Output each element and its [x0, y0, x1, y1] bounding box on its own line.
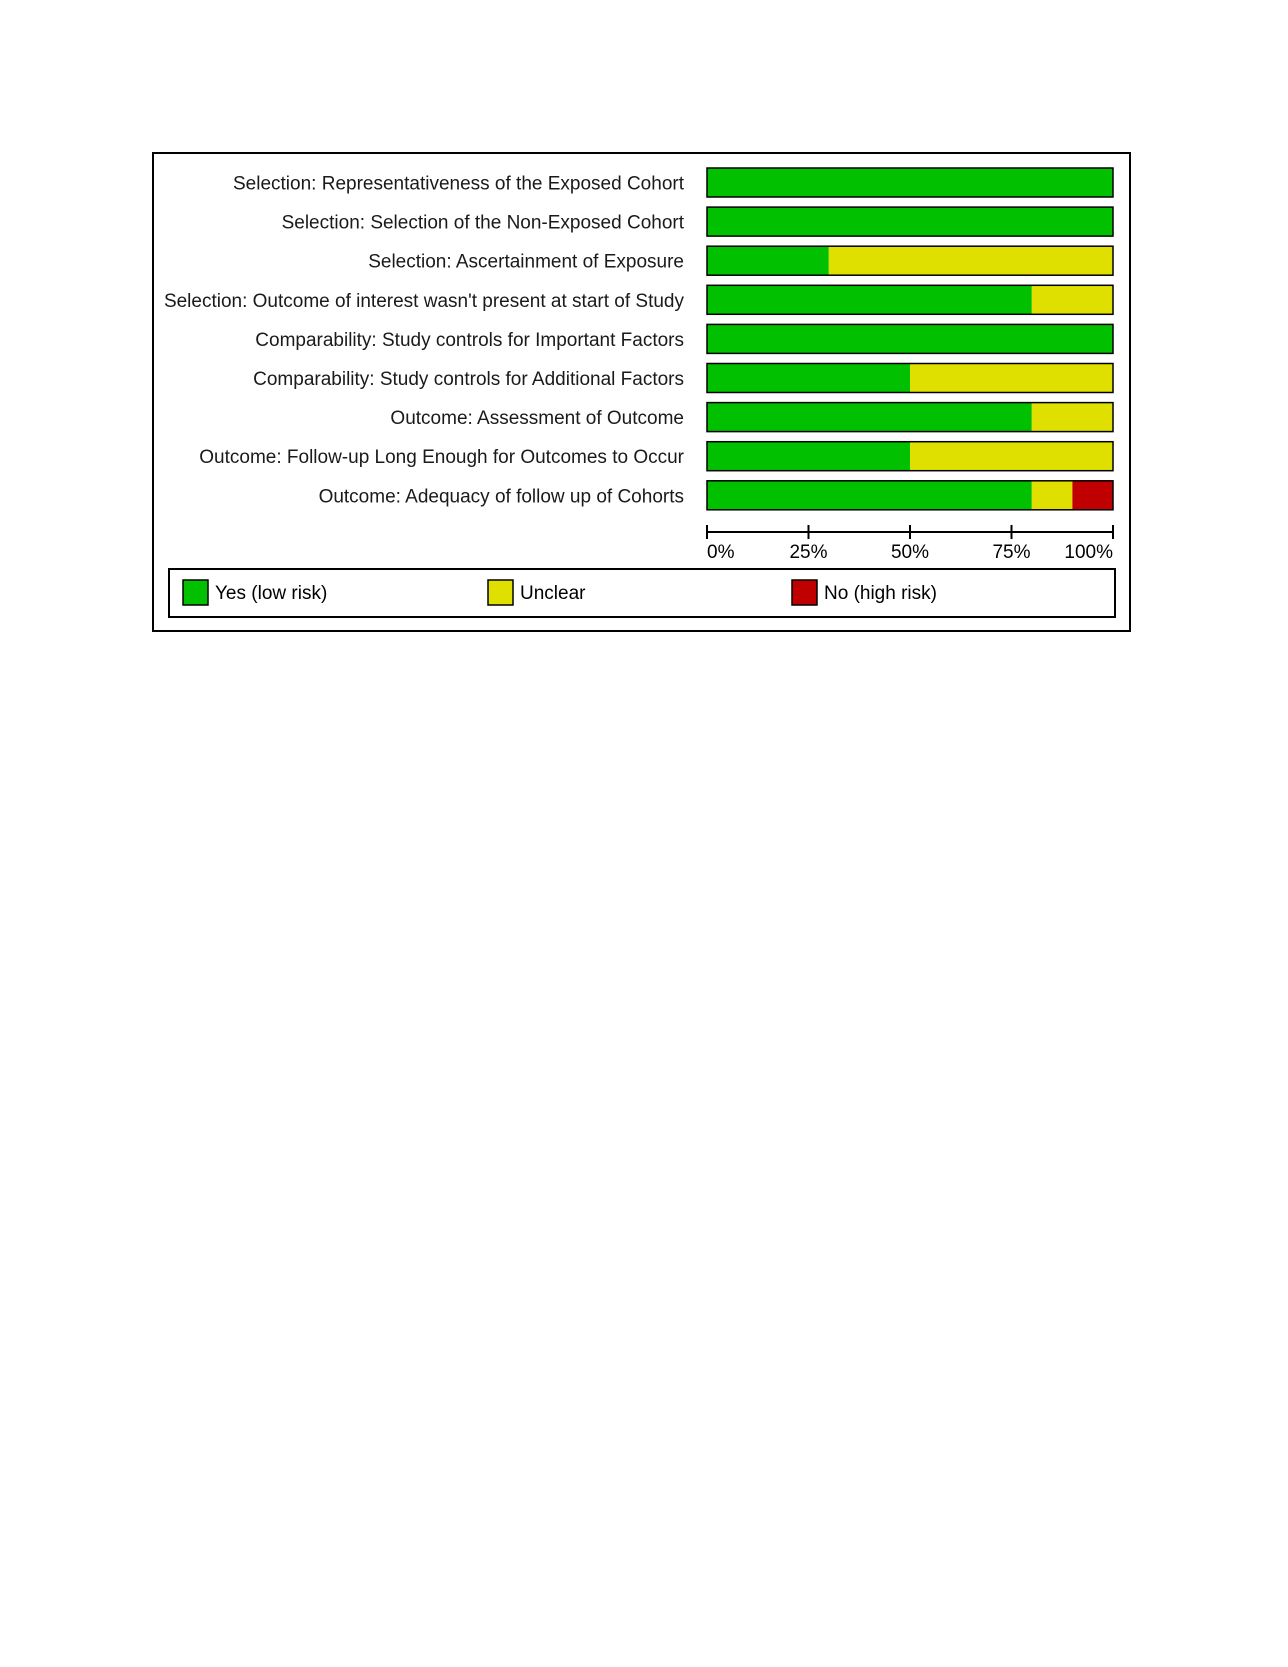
category-label: Outcome: Assessment of Outcome [390, 408, 684, 430]
bar-area [707, 168, 1113, 510]
category-label: Selection: Selection of the Non-Exposed Cohort [281, 212, 684, 234]
category-label: Comparability: Study controls for Additional Factors [253, 369, 684, 390]
bar-segment-unclear [1032, 481, 1073, 510]
legend-label: Yes (low risk) [215, 583, 328, 604]
bar-segment-unclear [1032, 403, 1113, 432]
bar-segment-yes-low-risk [707, 246, 829, 275]
x-tick-label: 50% [890, 542, 930, 563]
bar-segment-unclear [910, 442, 1113, 471]
legend-label: No (high risk) [824, 583, 937, 604]
bar-segment-yes-low-risk [707, 285, 1032, 314]
category-label: Comparability: Study controls for Important Factors [255, 329, 684, 351]
legend-swatch [183, 580, 208, 605]
bar-segment-yes-low-risk [707, 481, 1032, 510]
legend-swatch [488, 580, 513, 605]
category-label: Selection: Ascertainment of Exposure [368, 251, 684, 273]
x-tick-label: 0% [707, 542, 735, 563]
bar-segment-yes-low-risk [707, 403, 1032, 432]
category-labels [164, 174, 685, 508]
bar-segment-yes-low-risk [707, 324, 1113, 353]
bar-segment-yes-low-risk [707, 207, 1113, 236]
legend-label: Unclear [520, 583, 586, 604]
bar-segment-yes-low-risk [707, 364, 910, 393]
bar-segment-yes-low-risk [707, 442, 910, 471]
x-tick-label: 25% [789, 542, 828, 563]
legend [169, 569, 1115, 617]
legend-swatch [792, 580, 817, 605]
category-label: Selection: Representativeness of the Exposed Cohort [233, 173, 684, 195]
x-axis [707, 525, 1113, 563]
bar-segment-unclear [829, 246, 1113, 275]
bar-segment-unclear [910, 364, 1113, 393]
bar-segment-yes-low-risk [707, 168, 1113, 197]
x-tick-label: 100% [1064, 542, 1113, 563]
x-tick-label: 75% [992, 542, 1031, 563]
category-label: Outcome: Adequacy of follow up of Cohorts [318, 486, 684, 508]
bar-segment-no-high-risk [1072, 481, 1113, 510]
category-label: Selection: Outcome of interest wasn't present at start of Study [163, 290, 684, 312]
category-label: Outcome: Follow-up Long Enough for Outcomes to Occur [199, 447, 684, 469]
bar-segment-unclear [1032, 285, 1113, 314]
